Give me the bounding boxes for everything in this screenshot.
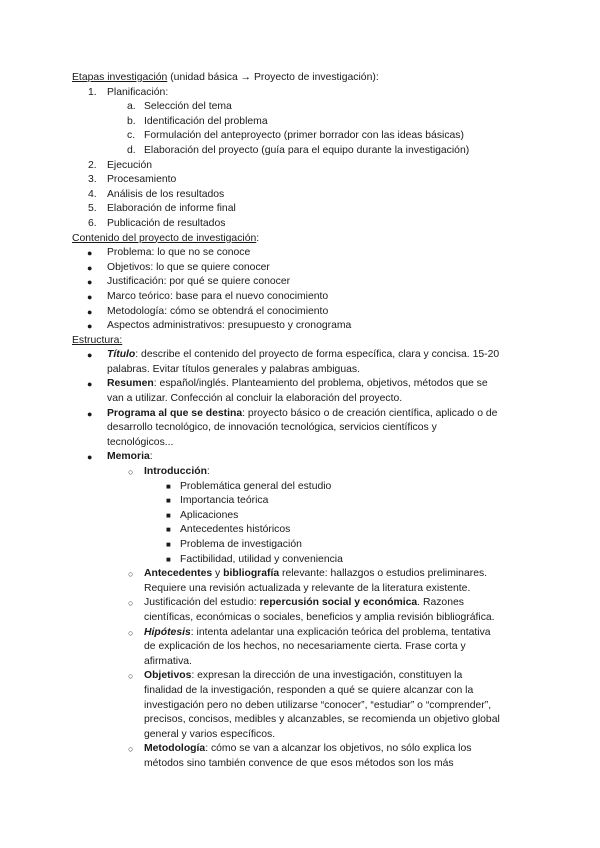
list-item	[72, 509, 534, 524]
list-letter: c.	[127, 130, 136, 142]
list-item	[72, 538, 534, 553]
hipotesis-text-1: : intenta adelantar una explicación teórica del problema, tentativa	[190, 626, 491, 638]
list-item	[72, 319, 534, 334]
objetivos-item	[72, 669, 534, 742]
objetivos-text-4: precisos, concisos, medibles y alcanzables, se recomienda un objetivo global	[144, 714, 500, 726]
list-item-text: Marco teórico: base para el nuevo conocimiento	[107, 290, 329, 302]
bullet-icon: ●	[87, 408, 93, 419]
list-item-text: Identificación del problema	[144, 115, 268, 127]
list-item-text: Problema de investigación	[180, 539, 302, 550]
list-item-text: Antecedentes históricos	[180, 524, 291, 536]
memoria-colon: :	[149, 451, 153, 463]
list-item-text: Análisis de los resultados	[107, 188, 225, 200]
programa-text-2: desarrollo tecnológico, de innovación tecnológica, servicios científicos y	[107, 422, 437, 434]
list-number: 5.	[88, 203, 97, 215]
list-item	[72, 115, 534, 130]
contenido-heading-rest: :	[256, 232, 260, 244]
memoria-term: Memoria	[107, 451, 150, 463]
justificacion-text-1: . Razones	[417, 597, 464, 609]
list-letter: b.	[127, 115, 136, 127]
antecedentes-text-1: relevante: hallazgos o estudios preliminares.	[279, 568, 488, 580]
list-item	[72, 188, 534, 203]
list-number: 6.	[88, 217, 97, 229]
estructura-list	[72, 348, 534, 771]
titulo-item	[72, 348, 534, 377]
square-bullet-icon: ■	[166, 496, 171, 506]
objetivos-text-1: : expresan la dirección de una investigación, constituyen la	[191, 670, 463, 682]
resumen-term: Resumen	[107, 378, 154, 390]
introduccion-colon: :	[206, 466, 210, 478]
objetivos-text-5: general y varios específicos.	[144, 728, 276, 740]
antecedentes-mid: y	[212, 568, 224, 580]
objetivos-text-2: finalidad de la investigación, responden a qué se quiere alcanzar con la	[144, 684, 474, 696]
programa-text-1: : proyecto básico o de creación científica, aplicado o de	[242, 407, 498, 419]
contenido-heading: Contenido del proyecto de investigación	[72, 232, 257, 244]
list-item-text: Aplicaciones	[180, 509, 239, 521]
list-letter: d.	[127, 144, 136, 156]
introduccion-term: Introducción	[144, 466, 207, 478]
etapas-heading: Etapas investigación	[72, 72, 168, 83]
introduccion-item	[72, 465, 534, 567]
list-item-text: Problemática general del estudio	[180, 480, 332, 492]
list-item	[72, 217, 534, 232]
metodologia-text-1: : cómo se van a alcanzar los objetivos, no sólo explica los	[205, 743, 472, 755]
list-item-text: Aspectos administrativos: presupuesto y cronograma	[107, 320, 352, 332]
list-item	[72, 275, 534, 290]
resumen-text-1: : español/inglés. Planteamiento del problema, objetivos, métodos que se	[153, 378, 488, 390]
list-item-text: Elaboración de informe final	[107, 203, 236, 215]
metodologia-term: Metodología	[144, 743, 206, 755]
hipotesis-text-2: de explicación de los hechos, no necesariamente cierta. Frase corta y	[144, 641, 466, 653]
justificacion-item	[72, 596, 534, 625]
bullet-icon: ●	[87, 291, 93, 302]
hipotesis-term: Hipótesis	[144, 626, 191, 638]
square-bullet-icon: ■	[166, 510, 171, 520]
list-number: 1.	[88, 86, 97, 98]
estructura-heading-line	[72, 334, 534, 349]
list-item	[72, 480, 534, 495]
list-item	[72, 523, 534, 538]
circle-bullet-icon: ○	[128, 671, 134, 682]
etapas-list	[72, 86, 534, 232]
hipotesis-item	[72, 626, 534, 670]
programa-text-3: tecnológicos...	[107, 436, 174, 448]
estructura-heading: Estructura:	[72, 334, 123, 346]
list-item-text: Elaboración del proyecto (guía para el equipo durante la investigación)	[144, 144, 470, 156]
resumen-text-2: van a utilizar. Confección al concluir la elaboración del proyecto.	[107, 393, 403, 405]
hipotesis-text-3: afirmativa.	[144, 655, 192, 667]
list-item-text: Metodología: cómo se obtendrá el conocimiento	[107, 305, 329, 317]
square-bullet-icon: ■	[166, 481, 171, 491]
list-item	[72, 261, 534, 276]
etapas-heading-rest: (unidad básica → Proyecto de investigación):	[167, 72, 379, 83]
planificacion-sublist	[72, 100, 534, 158]
list-item	[72, 553, 534, 568]
titulo-text-2: palabras. Evitar títulos generales y palabras ambiguas.	[107, 363, 360, 375]
metodologia-item	[72, 742, 534, 771]
list-item	[72, 159, 534, 174]
contenido-heading-line	[72, 232, 534, 247]
list-item-text: Objetivos: lo que se quiere conocer	[107, 261, 270, 273]
programa-term: Programa al que se destina	[107, 407, 243, 419]
list-item	[72, 86, 534, 159]
justificacion-term: repercusión social y económica	[259, 597, 418, 609]
bullet-icon: ●	[87, 277, 93, 288]
list-number: 4.	[88, 188, 97, 200]
list-item	[72, 173, 534, 188]
metodologia-text-2: métodos sino también convence de que esos métodos son los más	[144, 757, 454, 769]
resumen-item	[72, 377, 534, 406]
list-item	[72, 100, 534, 115]
list-item-text: Justificación: por qué se quiere conocer	[107, 276, 291, 288]
justificacion-pre: Justificación del estudio:	[144, 597, 260, 609]
list-item-text: Factibilidad, utilidad y conveniencia	[180, 553, 343, 565]
square-bullet-icon: ■	[166, 554, 171, 564]
bullet-icon: ●	[87, 379, 93, 390]
list-item-text: Problema: lo que no se conoce	[107, 247, 251, 259]
antecedentes-item	[72, 567, 534, 596]
list-item	[72, 129, 534, 144]
list-item-text: Planificación:	[107, 86, 169, 98]
objetivos-text-3: investigación pero no deben utilizarse “conocer”, “estudiar” o “comprender”,	[144, 699, 492, 711]
list-item-text: Formulación del anteproyecto (primer borrador con las ideas básicas)	[144, 130, 464, 142]
objetivos-term: Objetivos	[144, 670, 192, 682]
bullet-icon: ●	[87, 350, 93, 361]
justificacion-text-2: científicas, económicas o sociales, beneficios y amplia revisión bibliográfica.	[144, 611, 495, 623]
bullet-icon: ●	[87, 248, 93, 259]
introduccion-sublist	[72, 480, 534, 568]
document-body	[72, 71, 534, 772]
circle-bullet-icon: ○	[128, 744, 134, 755]
etapas-heading-line	[72, 71, 534, 86]
list-letter: a.	[127, 101, 136, 113]
titulo-term: Título	[107, 349, 136, 361]
list-number: 2.	[88, 159, 97, 171]
list-item-text: Ejecución	[107, 159, 153, 171]
bibliografia-term: bibliografía	[223, 568, 280, 580]
memoria-sublist	[72, 465, 534, 771]
bullet-icon: ●	[87, 306, 93, 317]
circle-bullet-icon: ○	[128, 627, 134, 638]
square-bullet-icon: ■	[166, 540, 171, 549]
circle-bullet-icon: ○	[128, 569, 134, 580]
memoria-item	[72, 450, 534, 771]
programa-item	[72, 407, 534, 451]
list-item-text: Selección del tema	[144, 101, 232, 113]
list-item-text: Publicación de resultados	[107, 217, 226, 229]
bullet-icon: ●	[87, 321, 93, 332]
square-bullet-icon: ■	[166, 525, 171, 535]
antecedentes-term: Antecedentes	[144, 568, 213, 580]
circle-bullet-icon: ○	[128, 467, 134, 478]
circle-bullet-icon: ○	[128, 598, 134, 609]
antecedentes-text-2: Requiere una revisión actualizada y relevante de la literatura existente.	[144, 582, 471, 594]
bullet-icon: ●	[87, 452, 93, 463]
list-item	[72, 305, 534, 320]
list-item-text: Importancia teórica	[180, 495, 269, 507]
list-item	[72, 290, 534, 305]
bullet-icon: ●	[87, 262, 93, 273]
list-item-text: Procesamiento	[107, 174, 177, 186]
list-item	[72, 144, 534, 159]
contenido-list	[72, 246, 534, 334]
list-number: 3.	[88, 174, 97, 186]
list-item	[72, 246, 534, 261]
titulo-text-1: : describe el contenido del proyecto de forma específica, clara y concisa. 15-20	[135, 349, 500, 361]
list-item	[72, 202, 534, 217]
list-item	[72, 494, 534, 509]
